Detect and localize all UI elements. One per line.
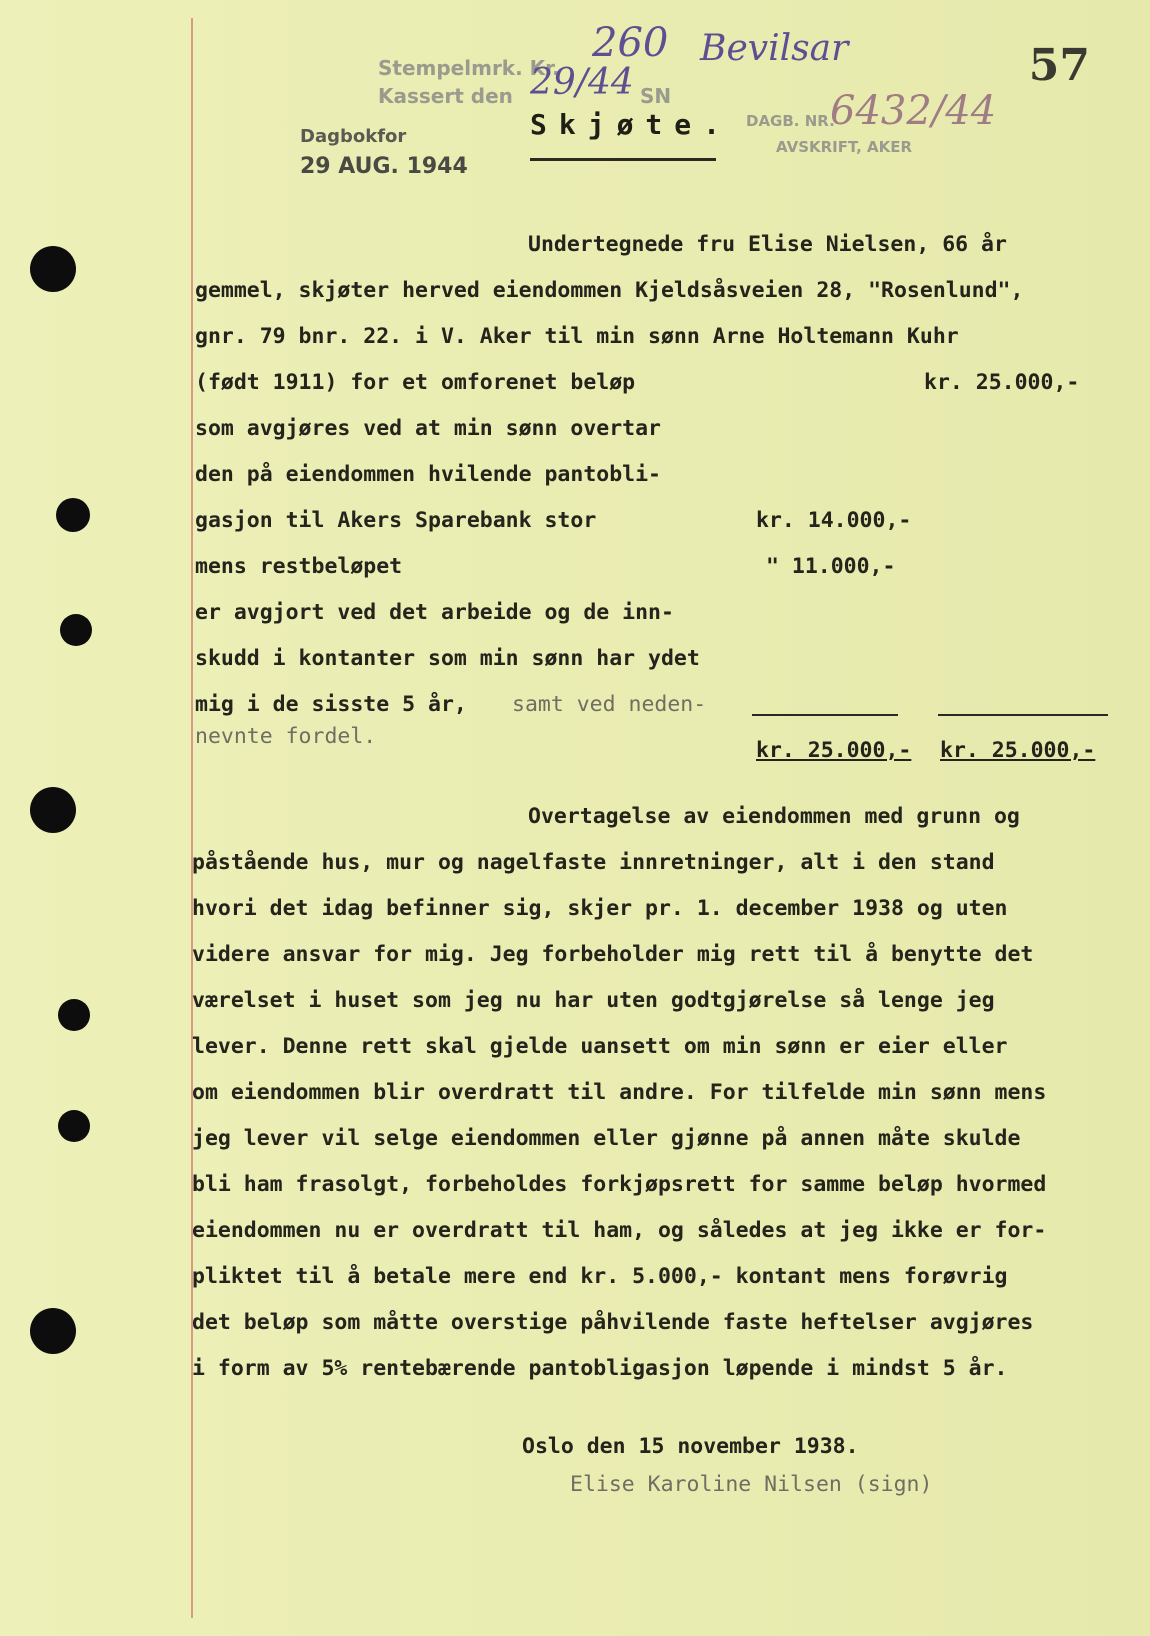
punch-hole [58,999,90,1031]
stamp-kassert: Kassert den [378,84,513,108]
settlement-line: som avgjøres ved at min sønn overtar [195,416,661,441]
punch-hole [30,787,76,833]
signature-line: Elise Karoline Nilsen (sign) [570,1472,933,1497]
sum-rule-left [752,714,898,716]
body-line: hvori det idag befinner sig, skjer pr. 1. december 1938 og uten [192,896,1008,921]
mortgage-amount: kr. 14.000,- [756,508,912,533]
settlement-line: mens restbeløpet [195,554,403,579]
settlement-line: den på eiendommen hvilende pantobli- [195,462,661,487]
title-underline [530,158,716,161]
body-line: jeg lever vil selge eiendommen eller gjønne på annen måte skulde [192,1126,1021,1151]
document-title: Skjøte. [530,108,733,141]
stamp-stempelmerke: Stempelmrk. Kr. [378,56,560,80]
body-line: eiendommen nu er overdratt til ham, og således at jeg ikke er for- [192,1218,1047,1243]
intro-line: Undertegnede fru Elise Nielsen, 66 år [528,232,1007,257]
page-number: 57 [1028,40,1090,91]
body-line: påstående hus, mur og nagelfaste innretninger, alt i den stand [192,850,995,875]
body-line: bli ham frasolgt, forbeholdes forkjøpsrett for samme beløp hvormed [192,1172,1047,1197]
stamp-kassert-suffix: SN [640,84,672,108]
punch-hole [60,614,92,646]
settlement-addendum: samt ved neden- [512,692,707,717]
settlement-line: skudd i kontanter som min sønn har ydet [195,646,700,671]
body-line: om eiendommen blir overdratt til andre. For tilfelde min sønn mens [192,1080,1047,1105]
handwritten-date: 29/44 [530,62,634,103]
subtotal-left: kr. 25.000,- [756,738,912,763]
handwritten-fee: 260 [592,20,669,66]
rest-amount: " 11.000,- [766,554,896,579]
stamp-dagbok-date: 29 AUG. 1944 [300,154,468,179]
punch-hole [30,1308,76,1354]
settlement-addendum: nevnte fordel. [195,724,377,749]
intro-line: gnr. 79 bnr. 22. i V. Aker til min sønn Arne Holtemann Kuhr [195,324,959,349]
body-line: Overtagelse av eiendommen med grunn og [528,804,1020,829]
subtotal-right: kr. 25.000,- [940,738,1096,763]
handwritten-fee-note: Bevilsar [700,28,849,69]
body-line: pliktet til å betale mere end kr. 5.000,- kontant mens forøvrig [192,1264,1008,1289]
settlement-line: mig i de sisste 5 år, [195,692,467,717]
body-line: i form av 5% rentebærende pantobligasjon løpende i mindst 5 år. [192,1356,1008,1381]
intro-line: (født 1911) for et omforenet beløp [195,370,636,395]
stamp-dagb-nr-label: DAGB. NR. [746,112,835,130]
place-date: Oslo den 15 november 1938. [522,1434,859,1459]
intro-line: gemmel, skjøter herved eiendommen Kjeldsåsveien 28, "Rosenlund", [195,278,1024,303]
settlement-line: gasjon til Akers Sparebank stor [195,508,597,533]
body-line: det beløp som måtte overstige påhvilende faste heftelser avgjøres [192,1310,1034,1335]
body-line: lever. Denne rett skal gjelde uansett om min sønn er eier eller [192,1034,1008,1059]
settlement-line: er avgjort ved det arbeide og de inn- [195,600,674,625]
handwritten-dagb-nr: 6432/44 [830,88,997,134]
punch-hole [30,246,76,292]
price-amount: kr. 25.000,- [924,370,1080,395]
punch-hole [56,498,90,532]
stamp-dagbok-label: Dagbokfor [300,126,407,147]
sum-rule-right [938,714,1108,716]
punch-hole [58,1110,90,1142]
body-line: videre ansvar for mig. Jeg forbeholder mig rett til å benytte det [192,942,1034,967]
stamp-avskrift: AVSKRIFT, AKER [776,138,913,156]
body-line: værelset i huset som jeg nu har uten godtgjørelse så lenge jeg [192,988,995,1013]
